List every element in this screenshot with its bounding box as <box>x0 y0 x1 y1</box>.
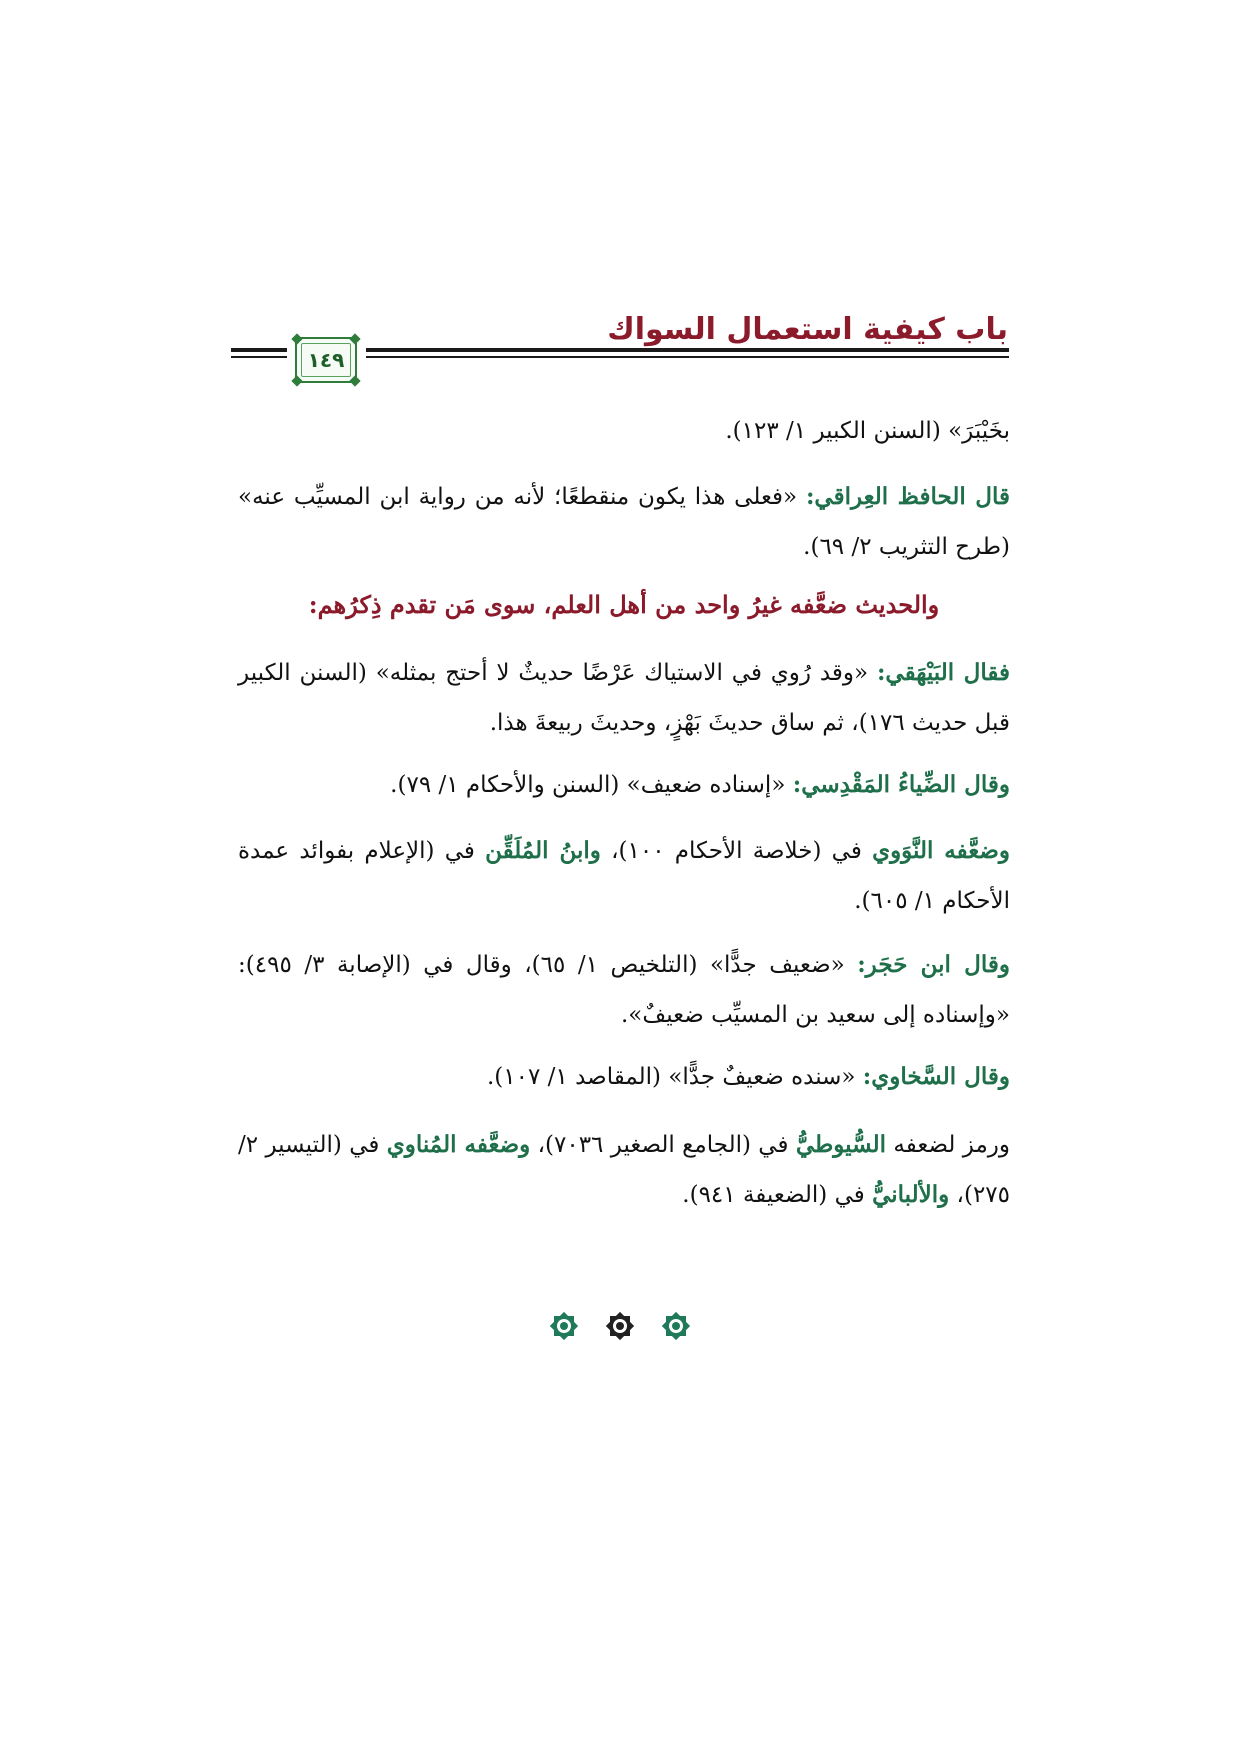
paragraph-3 <box>238 648 1010 748</box>
section-end-ornament <box>0 1306 1240 1346</box>
paragraph-7-text: «سنده ضعيفٌ جدًّا» (المقاصد ١/ ١٠٧). <box>487 1064 863 1090</box>
header-rule-right-thick <box>366 348 1009 352</box>
page-number-badge <box>295 337 357 383</box>
paragraph-8-text-4: في (الضعيفة ٩٤١). <box>682 1182 873 1208</box>
header-rule-left-thick <box>231 348 287 352</box>
paragraph-1 <box>238 406 1010 456</box>
paragraph-8 <box>238 1120 1010 1220</box>
author-munawi: وضعَّفه المُناوي <box>386 1131 531 1158</box>
flower-ornament-icon <box>600 1306 640 1346</box>
paragraph-4 <box>238 760 1010 810</box>
author-diya-maqdisi: وقال الضِّياءُ المَقْدِسي: <box>792 771 1010 798</box>
author-nawawi: وضعَّفه النَّوَوي <box>872 837 1010 864</box>
paragraph-2 <box>238 472 1010 572</box>
paragraph-8-text-1: ورمز لضعفه <box>886 1132 1010 1158</box>
author-iraqi: قال الحافظ العِراقي: <box>805 483 1010 510</box>
paragraph-5 <box>238 826 1010 926</box>
paragraph-8-text-2: في (الجامع الصغير ٧٠٣٦)، <box>530 1132 796 1158</box>
author-albani: والألبانيُّ <box>872 1181 950 1208</box>
badge-corner <box>349 375 360 386</box>
paragraph-2-text: «فعلى هذا يكون منقطعًا؛ لأنه من رواية ابن المسيِّب عنه» (طرح التثريب ٢/ ٦٩). <box>238 484 1010 560</box>
author-ibn-hajar: وقال ابن حَجَر: <box>857 951 1010 978</box>
chapter-title: باب كيفية استعمال السواك <box>607 312 1008 347</box>
section-heading: والحديث ضعَّفه غيرُ واحد من أهل العلم، سوى مَن تقدم ذِكرُهم: <box>308 590 940 619</box>
author-ibn-mulaqqin: وابنُ المُلَقِّن <box>485 837 601 864</box>
author-sakhawi: وقال السَّخاوي: <box>862 1063 1010 1090</box>
author-bayhaqi: فقال البَيْهَقي: <box>876 659 1011 686</box>
author-suyuti: السُّيوطيُّ <box>795 1131 887 1158</box>
flower-ornament-icon <box>544 1306 584 1346</box>
flower-ornament-icon <box>656 1306 696 1346</box>
badge-corner <box>349 333 360 344</box>
paragraph-1-text: بخَيْبَرَ» (السنن الكبير ١/ ١٢٣). <box>725 418 1010 444</box>
page-number: ١٤٩ <box>307 348 345 372</box>
paragraph-8-text-3: في (التيسير ٢/ ٢٧٥)، <box>238 1132 1010 1208</box>
paragraph-6 <box>238 940 1010 1040</box>
paragraph-5-text-1: في (خلاصة الأحكام ١٠٠)، <box>600 838 873 864</box>
paragraph-5-text-2: في (الإعلام بفوائد عمدة الأحكام ١/ ٦٠٥). <box>238 838 1010 914</box>
header-rule-left-thin <box>231 356 287 358</box>
paragraph-7 <box>238 1052 1010 1102</box>
badge-corner <box>291 375 302 386</box>
badge-corner <box>291 333 302 344</box>
paragraph-3-text: «وقد رُوي في الاستياك عَرْضًا حديثٌ لا أحتج بمثله» (السنن الكبير قبل حديث ١٧٦)، ثم ساق حديثَ بَهْزٍ، وحديثَ ربيعةَ هذا. <box>238 660 1010 736</box>
paragraph-6-text: «ضعيف جدًّا» (التلخيص ١/ ٦٥)، وقال في (الإصابة ٣/ ٤٩٥): «وإسناده إلى سعيد بن المسيِّب ضعيفٌ». <box>238 952 1010 1028</box>
paragraph-4-text: «إسناده ضعيف» (السنن والأحكام ١/ ٧٩). <box>390 772 793 798</box>
header-rule-right-thin <box>366 356 1009 358</box>
